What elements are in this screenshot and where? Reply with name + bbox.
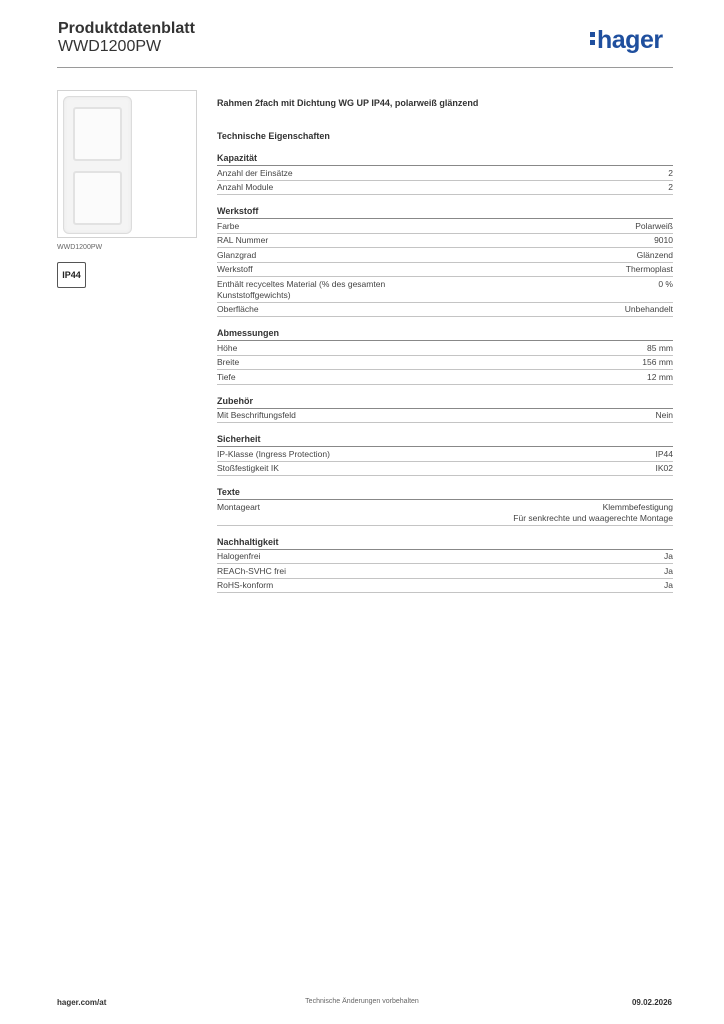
property-value — [647, 372, 673, 383]
property-value — [658, 279, 673, 301]
property-value-line: Glänzend — [636, 249, 673, 260]
property-row — [217, 341, 673, 356]
property-row — [217, 550, 673, 565]
footer-disclaimer: Technische Änderungen vorbehalten — [305, 998, 419, 1005]
property-row — [217, 248, 673, 263]
product-number: WWD1200PW — [58, 38, 162, 55]
property-value-line: Ja — [664, 580, 673, 590]
property-value-line: 9010 — [654, 235, 673, 245]
property-row — [217, 462, 673, 477]
property-value — [647, 343, 673, 354]
section-title: Texte — [217, 486, 673, 500]
property-label: Anzahl der Einsätze — [217, 167, 293, 178]
logo-text: hager — [597, 26, 663, 54]
property-value-line: 12 mm — [647, 371, 673, 382]
property-label: Anzahl Module — [217, 182, 274, 192]
frame-cutout-bottom — [73, 171, 122, 225]
property-label: RAL Nummer — [217, 235, 269, 245]
frame-illustration — [63, 96, 132, 234]
page-title: Produktdatenblatt — [58, 20, 195, 37]
section — [217, 327, 673, 385]
property-label: Mit Beschriftungsfeld — [217, 410, 296, 420]
property-value — [664, 580, 673, 591]
property-row — [217, 579, 673, 594]
footer-website: hager.com/at — [57, 998, 107, 1007]
property-row — [217, 564, 673, 579]
image-caption: WWD1200PW — [57, 244, 103, 251]
property-label: IP-Klasse (Ingress Protection) — [217, 448, 330, 459]
header-divider — [57, 67, 673, 68]
logo-dots-icon — [590, 32, 595, 48]
property-row — [217, 277, 673, 303]
property-row — [217, 219, 673, 234]
property-row — [217, 303, 673, 318]
property-value-line: IK02 — [655, 463, 673, 473]
property-value-line: Ja — [664, 551, 673, 561]
property-value — [656, 410, 673, 421]
property-value — [656, 449, 674, 460]
property-row — [217, 181, 673, 196]
property-value-line: IP44 — [655, 448, 673, 459]
hager-logo — [590, 26, 663, 55]
property-label: Montageart — [217, 501, 260, 512]
section-title: Zubehör — [217, 395, 673, 409]
property-row — [217, 447, 673, 462]
property-label: Werkstoff — [217, 264, 253, 274]
property-value-line: Unbehandelt — [624, 304, 673, 314]
property-value-line: 0 % — [658, 278, 673, 289]
ip44-badge: IP44 — [57, 262, 86, 288]
product-image — [57, 90, 197, 238]
property-value — [625, 304, 673, 315]
section-title: Kapazität — [217, 152, 673, 166]
property-row — [217, 409, 673, 424]
section — [217, 395, 673, 424]
property-label: Stoßfestigkeit IK — [217, 463, 279, 473]
property-value-line: Für senkrechte und waagerechte Montage — [513, 512, 673, 523]
property-value-line: Thermoplast — [625, 264, 673, 274]
property-label: Oberfläche — [217, 304, 259, 314]
section — [217, 433, 673, 476]
technical-properties-title: Technische Eigenschaften — [217, 131, 330, 141]
section-title: Abmessungen — [217, 327, 673, 341]
property-row — [217, 500, 673, 526]
property-value-line: 2 — [668, 167, 673, 178]
property-value — [635, 221, 673, 232]
property-value — [654, 235, 673, 246]
property-label: Halogenfrei — [217, 551, 261, 561]
property-row — [217, 263, 673, 278]
property-value-line: Nein — [655, 410, 673, 420]
property-row — [217, 234, 673, 249]
property-label: Höhe — [217, 342, 238, 353]
property-label: Breite — [217, 357, 240, 367]
property-value-line: Ja — [664, 565, 673, 576]
property-value — [637, 250, 673, 261]
property-value — [513, 502, 673, 524]
property-value-line: 156 mm — [642, 357, 673, 367]
property-value — [668, 168, 673, 179]
property-value — [668, 182, 673, 193]
section-title: Sicherheit — [217, 433, 673, 447]
property-value — [626, 264, 673, 275]
property-value-line: Polarweiß — [635, 220, 673, 231]
main-content — [217, 96, 673, 593]
property-row — [217, 370, 673, 385]
property-label: Glanzgrad — [217, 249, 257, 260]
section — [217, 152, 673, 195]
property-value — [642, 357, 673, 368]
property-label: Enthält recyceltes Material (% des gesamten Kunststoffgewichts) — [217, 278, 386, 300]
property-label: Farbe — [217, 220, 240, 231]
section — [217, 536, 673, 594]
sections — [217, 152, 673, 593]
section-title: Nachhaltigkeit — [217, 536, 673, 550]
property-value — [664, 551, 673, 562]
property-value — [656, 463, 674, 474]
property-value-line: Klemmbefestigung — [602, 501, 673, 512]
property-value-line: 85 mm — [647, 342, 673, 353]
property-value — [664, 566, 673, 577]
section-title: Werkstoff — [217, 205, 673, 219]
property-label: Tiefe — [217, 371, 236, 382]
property-row — [217, 166, 673, 181]
frame-cutout-top — [73, 107, 122, 161]
section — [217, 486, 673, 526]
property-label: RoHS-konform — [217, 580, 274, 590]
property-value-line: 2 — [668, 182, 673, 192]
property-label: REACh-SVHC frei — [217, 565, 286, 576]
section — [217, 205, 673, 317]
footer-date: 09.02.2026 — [631, 998, 672, 1007]
property-row — [217, 356, 673, 371]
product-title: Rahmen 2fach mit Dichtung WG UP IP44, polarweiß glänzend — [217, 98, 479, 108]
